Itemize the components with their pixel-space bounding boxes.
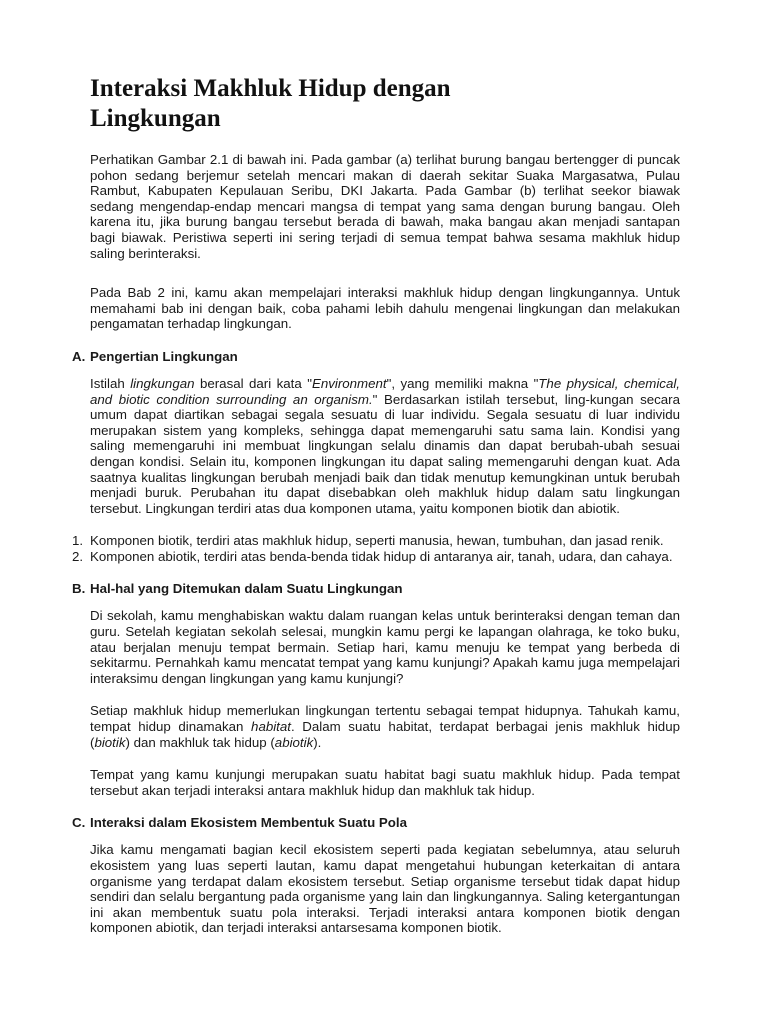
term-abiotik: abiotik xyxy=(274,734,314,750)
text-run: ) dan makhluk tak hidup ( xyxy=(125,734,275,750)
list-number: 1. xyxy=(72,533,84,549)
list-item xyxy=(72,533,680,549)
text-run: " Berdasarkan istilah tersebut, ling-kungan secara umum dapat diartikan sebagai segala sesuatu di luar individu. Segala sesuatu di luar individu merupakan sistem yang kompleks, sehingga dapat memengaruhi satu sama lain. Kondisi yang saling memengaruhi ini membuat lingkungan selalu dinamis dan dapat berubah-ubah sesuai dengan kondisi. Selain itu, komponen lingkungan itu dapat saling memengaruhi dengan kuat. Ada saatnya kualitas lingkungan berubah menjadi baik dan tidak menutup kemungkinan untuk berubah menjadi buruk. Perubahan itu dapat disebabkan oleh makhluk hidup dalam satu lingkungan tersebut. Lingkungan terdiri atas dua komponen utama, yaitu komponen biotik dan abiotik. xyxy=(90,391,680,516)
text-run: berasal dari kata " xyxy=(194,375,312,391)
list-text: Komponen biotik, terdiri atas makhluk hidup, seperti manusia, hewan, tumbuhan, dan jasad renik. xyxy=(90,533,664,549)
section-c-letter: C. xyxy=(72,815,86,831)
section-a-title: Pengertian Lingkungan xyxy=(90,348,238,364)
list-number: 2. xyxy=(72,548,84,564)
section-b-heading xyxy=(72,581,680,597)
text-run: Istilah xyxy=(90,375,131,391)
intro-paragraph-1: Perhatikan Gambar 2.1 di bawah ini. Pada gambar (a) terlihat burung bangau bertengger di puncak pohon sedang berjemur setelah mencari makan di daerah sekitar Suaka Margasatwa, Pulau Rambut, Kabupaten Kepulauan Seribu, DKI Jakarta. Pada Gambar (b) terlihat seekor biawak sedang mengendap-endap mencari mangsa di tempat yang sama dengan burung bangau. Oleh karena itu, jika burung bangau tersebut berada di bawah, maka bangau akan menjadi santapan bagi biawak. Peristiwa seperti ini sering terjadi di semua tempat bahwa sesama makhluk hidup saling berinteraksi. xyxy=(90,152,680,261)
section-b-paragraph-2 xyxy=(90,703,680,750)
section-c-title: Interaksi dalam Ekosistem Membentuk Suatu Pola xyxy=(90,815,408,831)
component-list xyxy=(72,533,680,564)
term-lingkungan: lingkungan xyxy=(130,375,195,391)
term-biotik: biotik xyxy=(94,734,126,750)
text-run: ", yang memiliki makna " xyxy=(386,375,539,391)
term-meaning: The physical, chemical, and biotic condition surrounding an organism. xyxy=(90,375,680,407)
section-b-paragraph-1: Di sekolah, kamu menghabiskan waktu dalam ruangan kelas untuk berinteraksi dengan teman dan guru. Setelah kegiatan sekolah selesai, mungkin kamu pergi ke lapangan olahraga, ke toko buku, atau berjalan menuju tempat bermain. Setiap hari, kamu menuju ke tempat yang berbeda di sekitarmu. Pernahkah kamu mencatat tempat yang kamu kunjungi? Apakah kamu juga mempelajari interaksimu dengan lingkungan yang kamu kunjungi? xyxy=(90,608,680,686)
section-a-heading xyxy=(72,349,680,365)
section-c-heading xyxy=(72,815,680,831)
term-environment: Environment xyxy=(311,375,387,391)
list-item xyxy=(72,549,680,565)
page-title: Interaksi Makhluk Hidup dengan Lingkungan xyxy=(90,75,451,132)
section-b-paragraph-3: Tempat yang kamu kunjungi merupakan suatu habitat bagi suatu makhluk hidup. Pada tempat tersebut akan terjadi interaksi antara makhluk hidup dan makhluk tak hidup. xyxy=(90,767,680,798)
text-run: ). xyxy=(313,734,322,750)
intro-paragraph-2: Pada Bab 2 ini, kamu akan mempelajari interaksi makhluk hidup dengan lingkungannya. Untuk memahami bab ini dengan baik, coba pahami lebih dahulu mengenai lingkungan dan melakukan pengamatan terhadap lingkungan. xyxy=(90,285,680,332)
text-run: . Dalam suatu habitat, terdapat berbagai jenis makhluk hidup ( xyxy=(90,719,680,750)
text-run: Setiap makhluk hidup memerlukan lingkungan tertentu sebagai tempat hidupnya. Tahukah kamu, tempat hidup dinamakan xyxy=(90,703,680,735)
section-a-paragraph xyxy=(90,376,680,516)
list-text: Komponen abiotik, terdiri atas benda-benda tidak hidup di antaranya air, tanah, udara, dan cahaya. xyxy=(90,548,673,564)
section-c-paragraph: Jika kamu mengamati bagian kecil ekosistem seperti pada kegiatan sebelumnya, atau seluruh ekosistem yang luas seperti lautan, kamu dapat mengetahui hubungan keterkaitan di antara organisme yang terdapat dalam ekosistem tersebut. Setiap organisme tersebut tidak dapat hidup sendiri dan selalu bergantung pada organisme yang lain dan lingkungannya. Saling ketergantungan ini akan membentuk suatu pola interaksi. Terjadi interaksi antara komponen biotik dengan komponen abiotik, dan terjadi interaksi antarsesama komponen biotik. xyxy=(90,842,680,936)
term-habitat: habitat xyxy=(251,719,291,735)
section-b-letter: B. xyxy=(72,581,86,597)
section-a-letter: A. xyxy=(72,348,86,364)
section-b-title: Hal-hal yang Ditemukan dalam Suatu Lingkungan xyxy=(90,581,403,597)
